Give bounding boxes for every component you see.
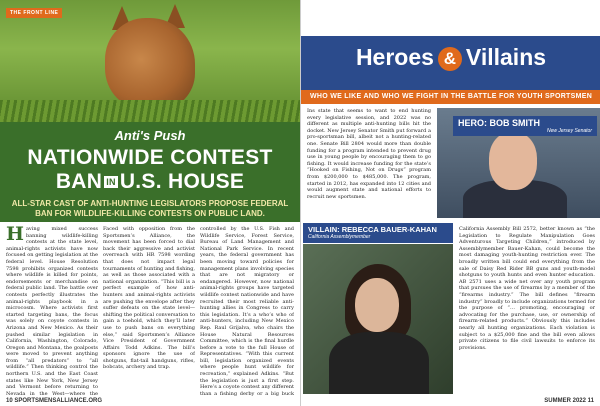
page-title xyxy=(301,44,600,71)
right-page xyxy=(300,0,600,406)
villain-label xyxy=(303,223,453,243)
col1-text: aving mixed success banning wildlife-killing contests at the state level, animal-rights activists have now focused on getting legislation at the federal level. House Resolution 7598 prohibits organized contests where wildlife is killed for points, endorsements or merchandise on federal public land. The battle over contests perfectly illustrates the animal-rights playbook in a microcosm. Where activists first started targeting bans, the focus was solely on coyote contests in Arizona and New Mexico. As their pushed similar legislation in California, Washington, Colorado, Oregon and Montana, the goalposts were moved to prevent anything from “all predators” to “all wildlife.” Then thinking control the northern U.S. and the East Coast states like New York, New Jersey and Vermont before returning to Nevada in the West—where the xyxy=(6,226,98,396)
body-column-3: controlled by the U.S. Fish and Wildlife Service, Forest Service, Bureau of Land Management and National Park Service. In recent years, the federal government has been moving toward policies for management plans involving species that are not migratory or endangered. However, now national animal-rights groups have targeted wildlife contest nationwide and have recruited their most reliable anti-hunting allies in Congress to carry this legislation. It’s a who’s who of anti-hunters, including New Mexico Rep. Raul Grijalva, who chairs the House Natural Resources Committee, which is the final hurdle before a vote to the full House of Representatives. “With this current bill, legislation organized events where people hunt wildlife for recreation,” explained Adkins. “But the legislation is just a first step. Here’s a coyote contest any different than a fishing derby or a big buck xyxy=(200,226,294,396)
right-footer: SUMMER 2022 11 xyxy=(544,398,594,404)
body-column-1 xyxy=(6,226,98,396)
face xyxy=(355,278,399,332)
headline-house: U.S. HOUSE xyxy=(119,170,245,193)
headline-ban: BAN xyxy=(55,170,103,193)
subtitle: WHO WE LIKE AND WHO WE FIGHT IN THE BATTLE FOR YOUTH SPORTSMEN xyxy=(309,93,593,100)
hero-name: HERO: BOB SMITH xyxy=(458,118,540,128)
fox-kit-photo xyxy=(0,0,300,122)
hero-text: Ins state that seems to want to end hunting every legislative session, and 2022 was no different as multiple anti-hunting bills hit the docket. New Jersey Senator Smith put forward a pro-sportsman bill, albeit not a hunting-related one. Senate Bill 2804 would more than double funding for a program intended to prevent drug use in young people by encouraging them to go fishing. It would increase funding for the state’s “Hooked on Fishing, Not on Drugs” program from $200,000 to $485,000. The program, started in 2012, has expanded into 12 cities and would augment state and national efforts to recruit new sportsmen. xyxy=(307,108,431,200)
ampersand-icon: & xyxy=(438,47,462,71)
drop-cap: H xyxy=(6,226,24,245)
title-villains: Villains xyxy=(465,44,547,70)
body-column-2: Faced with opposition from the Sportsmen’s Alliance, the movement has been forced to dial back their aggressive and activist overreach with HR 7598 wording that does not impact legal tournaments of hunting and fishing, as well as those associated with a national organization. “This bill is a perfect example of how anti-hunters and animal-rights activists are pushing the envelope after they suffer defeats on the state level—shifting the political conversation to gain a toehold, which they’ll later use to push bans on everything else,” said Sportsmen’s Alliance Vice President of Government Affairs Todd Adkins. The bill’s sponsors ignore the use of shotguns, flat-tail handguns, rifles, bobcats, archery and trap. xyxy=(103,226,195,371)
fox-figure xyxy=(105,18,195,110)
grass xyxy=(0,100,300,122)
villain-name: VILLAIN: REBECCA BAUER-KAHAN xyxy=(308,225,437,234)
rebecca-bauer-kahan-photo xyxy=(303,244,453,394)
kicker: Anti's Push xyxy=(114,128,186,143)
deck: ALL-STAR CAST OF ANTI-HUNTING LEGISLATORS PROPOSE FEDERAL BAN FOR WILDLIFE-KILLING CONTESTS ON PUBLIC LAND. xyxy=(11,199,289,218)
face xyxy=(489,132,537,190)
body xyxy=(329,332,429,394)
section-ribbon: THE FRONT LINE xyxy=(6,8,62,18)
headline-line-2 xyxy=(0,170,300,194)
villain-text: California Assembly Bill 2572, better known as “the Legislation to Regulate Manipulation Goes Adventurous Targeting Children,” introduced by Assemblymember Bauer-Kahan, could become the most damaging youth-hunting restriction ever. The broadly written bill could end everything from the sale of Daisy Red Rider BB guns and youth-model shotguns to youth hunts and even hunter education. AB 2571 uses a wide net over any youth program that pursues the use of firearms by a member of the “firearms industry.” The bill defines “firearm industry” broadly to include organizations termed for the purpose of “… promoting, encouraging or advocating for the purchase, use, or ownership of firearm-related products.” Obviously this includes nearly all hunting organizations. Each violation is subject to a $25,000 fine and the bill even allows private citizens to file civil lawsuits to enforce its provisions. xyxy=(459,226,595,351)
headline-in: IN xyxy=(106,177,116,188)
hero-title: New Jersey Senator xyxy=(546,128,592,134)
title-heroes: Heroes xyxy=(355,44,434,70)
left-footer: 10 SPORTSMENSALLIANCE.ORG xyxy=(6,398,103,404)
villain-title: California Assemblymember xyxy=(308,234,371,240)
hero-label xyxy=(453,116,597,136)
headline-line-1: NATIONWIDE CONTEST xyxy=(27,146,273,169)
